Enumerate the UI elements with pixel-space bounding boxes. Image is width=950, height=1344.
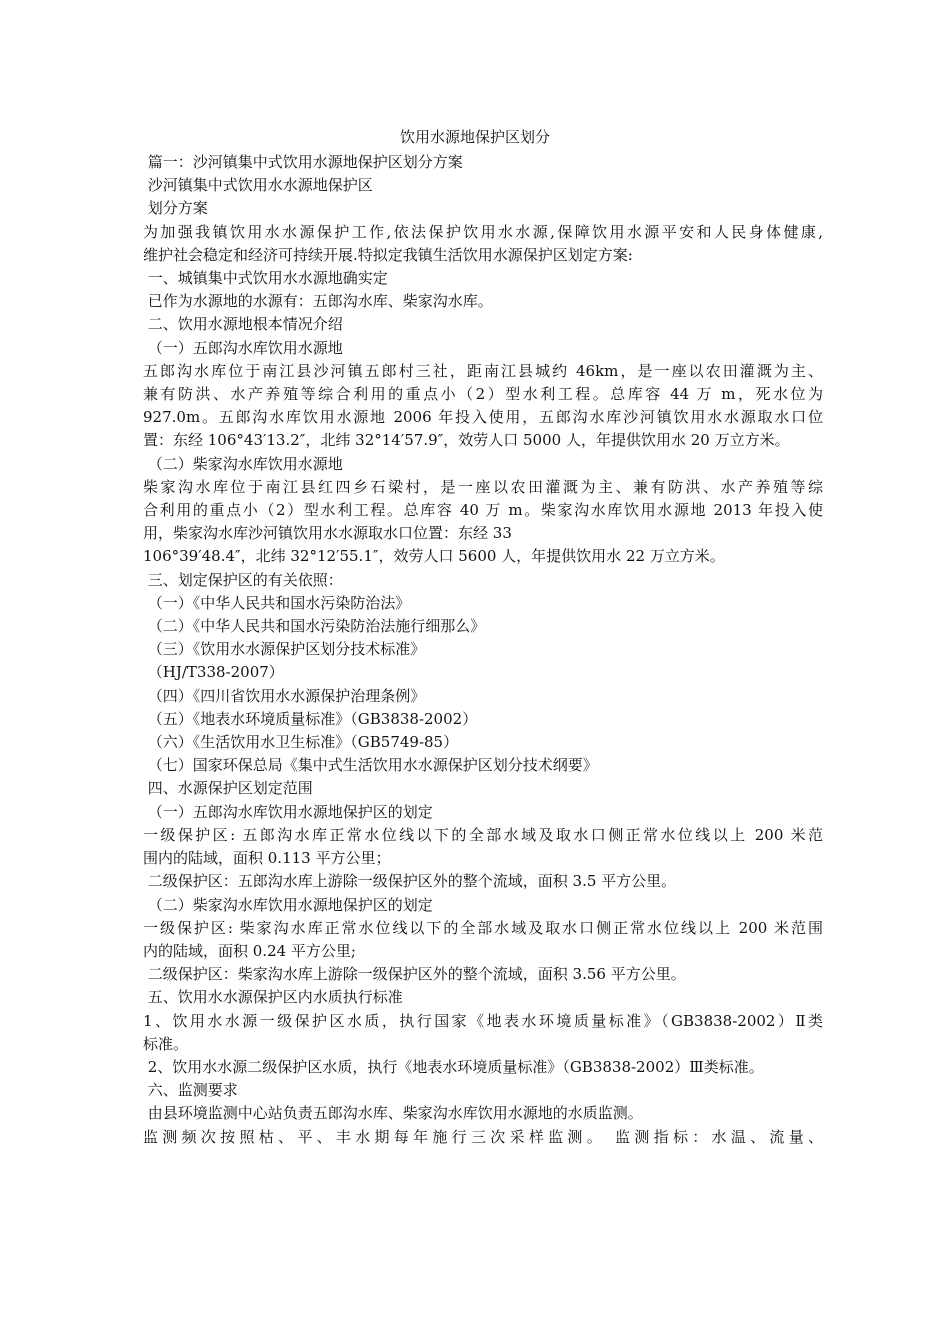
document-line: 一级保护区: 五郎沟水库正常水位线以下的全部水域及取水口侧正常水位线以上 200 米范	[143, 825, 823, 844]
document-line: （五）《地表水环境质量标准》（GB3838-2002）	[143, 709, 478, 728]
document-line: 二、饮用水源地根本情况介绍	[143, 315, 343, 334]
document-line: （二）《中华人民共和国水污染防治法施行细那么》	[143, 617, 486, 636]
document-line: 二级保护区：五郎沟水库上游除一级保护区外的整个流域，面积 3.5 平方公里。	[143, 872, 677, 891]
document-line: 维护社会稳定和经济可持续开展.特拟定我镇生活饮用水源保护区划定方案:	[143, 245, 633, 264]
document-line: 沙河镇集中式饮用水水源地保护区	[143, 176, 373, 195]
document-line: 六、监测要求	[143, 1081, 238, 1100]
document-line: （六）《生活饮用水卫生标准》（GB5749-85）	[143, 733, 459, 752]
document-line: 已作为水源地的水源有：五郎沟水库、柴家沟水库。	[143, 292, 493, 311]
document-body	[143, 151, 823, 1149]
document-line: 二级保护区：柴家沟水库上游除一级保护区外的整个流域，面积 3.56 平方公里。	[143, 965, 686, 984]
document-line: 合利用的重点小（2）型水利工程。总库容 40 万 m。柴家沟水库饮用水源地 2013 年投入使	[143, 501, 823, 520]
document-line: （一）五郎沟水库饮用水源地保护区的划定	[143, 802, 433, 821]
document-line: 1、饮用水水源一级保护区水质，执行国家《地表水环境质量标准》（GB3838-2002）Ⅱ类	[143, 1011, 823, 1030]
document-line: 四、水源保护区划定范围	[143, 779, 313, 798]
document-line: 监测频次按照枯、平、丰水期每年施行三次采样监测。 监测指标：水温、流量、	[143, 1127, 823, 1146]
document-line: 围内的陆域，面积 0.113 平方公里；	[143, 849, 391, 868]
document-line: 划分方案	[143, 199, 208, 218]
document-line: 置：东经 106°43′13.2″，北纬 32°14′57.9″，效劳人口 5000 人，年提供饮用水 20 万立方米。	[143, 431, 790, 450]
document-line: 为加强我镇饮用水水源保护工作,依法保护饮用水水源,保障饮用水源平安和人民身体健康,	[143, 222, 823, 241]
document-line: （二）柴家沟水库饮用水源地保护区的划定	[143, 895, 433, 914]
document-line: 106°39′48.4″，北纬 32°12′55.1″，效劳人口 5600 人，年提供饮用水 22 万立方米。	[143, 547, 725, 566]
document-line: 五郎沟水库位于南江县沙河镇五郎村三社，距南江县城约 46km，是一座以农田灌溉为主、	[143, 361, 823, 380]
document-line: （三）《饮用水水源保护区划分技术标准》	[143, 640, 426, 659]
document-line: 三、划定保护区的有关依照：	[143, 570, 343, 589]
document-line: 柴家沟水库位于南江县红四乡石梁村，是一座以农田灌溉为主、兼有防洪、水产养殖等综	[143, 477, 823, 496]
document-line: 篇一：沙河镇集中式饮用水源地保护区划分方案	[143, 153, 463, 171]
document-line: 用，柴家沟水库沙河镇饮用水水源取水口位置：东经 33	[143, 524, 512, 543]
document-line: 2、饮用水水源二级保护区水质，执行《地表水环境质量标准》（GB3838-2002）Ⅲ类标准。	[143, 1057, 764, 1076]
document-line: 由县环境监测中心站负责五郎沟水库、柴家沟水库饮用水源地的水质监测。	[143, 1104, 643, 1123]
document-line: （一）《中华人民共和国水污染防治法》	[143, 593, 411, 612]
document-line: （七）国家环保总局《集中式生活饮用水水源保护区划分技术纲要》	[143, 756, 598, 775]
document-line: 一级保护区: 柴家沟水库正常水位线以下的全部水域及取水口侧正常水位线以上 200 米范围	[143, 918, 823, 937]
document-line: 一、城镇集中式饮用水水源地确实定	[143, 269, 388, 288]
document-line: （二）柴家沟水库饮用水源地	[143, 454, 343, 473]
document-line: 标准。	[143, 1034, 189, 1053]
document-title: 饮用水源地保护区划分	[399, 128, 550, 146]
document-line: （一）五郎沟水库饮用水源地	[143, 338, 343, 357]
document-line: 内的陆域，面积 0.24 平方公里;	[143, 941, 356, 960]
document-line: 五、饮用水水源保护区内水质执行标准	[143, 988, 403, 1007]
document-line: 927.0m。五郎沟水库饮用水源地 2006 年投入使用，五郎沟水库沙河镇饮用水水源取水口位	[143, 408, 823, 427]
document-line: （四）《四川省饮用水水源保护治理条例》	[143, 686, 426, 705]
document-line: （HJ/T338-2007）	[143, 663, 284, 682]
document-line: 兼有防洪、水产养殖等综合利用的重点小（2）型水利工程。总库容 44 万 m，死水位为	[143, 385, 823, 404]
